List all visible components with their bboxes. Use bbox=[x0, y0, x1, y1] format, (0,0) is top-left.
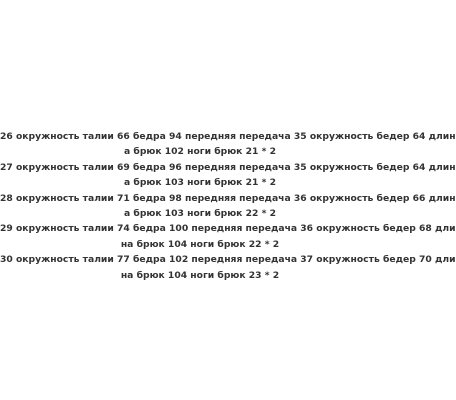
size-28-line-1: 28 окружность талии 71 бедра 98 передняя передача 36 окружность бедер 66 длин bbox=[0, 192, 456, 204]
size-27-line-2: а брюк 103 ноги брюк 21 * 2 bbox=[124, 177, 276, 189]
size-26-line-2: а брюк 102 ноги брюк 21 * 2 bbox=[124, 146, 276, 158]
size-27-line-1: 27 окружность талии 69 бедра 96 передняя передача 35 окружность бедер 64 длин bbox=[0, 161, 456, 173]
size-26-line-1: 26 окружность талии 66 бедра 94 передняя передача 35 окружность бедер 64 длин bbox=[0, 131, 456, 142]
size-text-block bbox=[0, 129, 456, 283]
size-29-line-2: на брюк 104 ноги брюк 22 * 2 bbox=[120, 238, 280, 250]
size-30-line-1: 30 окружность талии 77 бедра 102 передняя передача 37 окружность бедер 70 дли bbox=[0, 254, 456, 266]
size-28-line-2: а брюк 103 ноги брюк 22 * 2 bbox=[124, 207, 276, 219]
size-30-line-2: на брюк 104 ноги брюк 23 * 2 bbox=[120, 269, 280, 281]
size-29-line-1: 29 окружность талии 74 бедра 100 передняя передача 36 окружность бедер 68 дли bbox=[0, 223, 456, 235]
